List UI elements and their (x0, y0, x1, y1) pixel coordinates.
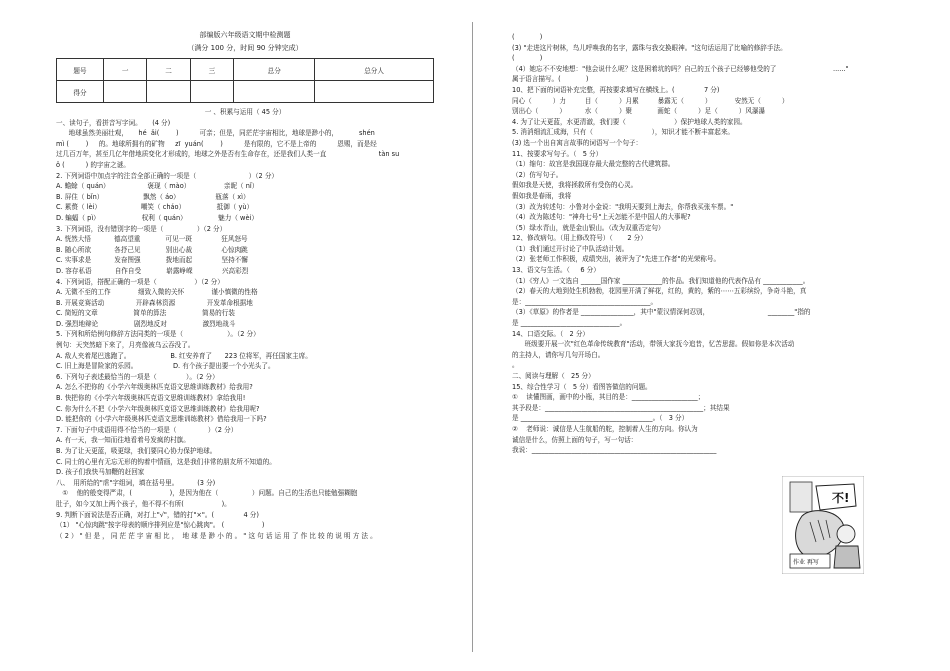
question-line: 6. 下列句子表述最恰当的一项是（ ）。（2 分） (56, 372, 219, 381)
question-line: D. 强烈地辩论 剧烈地反对 激烈地战斗 (56, 319, 236, 328)
question-line: 12、修改病句。（用上修改符号）（ 2 分） (512, 234, 647, 243)
score-table-header: 总分人 (315, 59, 434, 81)
score-table-header: 题号 (57, 59, 104, 81)
score-table-header: 总分 (234, 59, 315, 81)
question-line: 八、 用所给的"虐"字组词，填在括号里。 (3 分) (56, 478, 216, 487)
question-line: 7. 下面句子中成语用得不恰当的一项是（ ）（2 分） (56, 425, 238, 434)
question-line: mì ( ) 的。地球所拥有的矿物 zī yuán( ) 是有限的，它不是上帝的 恩赐，而是经 (56, 139, 377, 148)
question-line: （1） "心惊肉跳"按字母表的顺序排列应是"惊心跳肉"。 ( ) (56, 521, 265, 530)
question-line: （2）仿写句子。 (512, 170, 563, 179)
question-line: 5. 消消细流汇成海，只有（ ），知识才能不断丰富起来。 (512, 128, 735, 137)
question-line: A. 敌人夹着尾巴逃跑了。 B. 红安养育了 223 位将军，再任国家主席。 (56, 351, 312, 360)
question-line: 15、综合性学习（ 5 分）看图答做信的问题。 (512, 382, 652, 391)
score-table-header-row (57, 59, 434, 81)
question-line: ǒ ( ) 的宇宙之谜。 (56, 160, 130, 169)
question-line: C. 简短的文章 简单的算法 简易的行装 (56, 309, 235, 318)
score-cell[interactable] (190, 81, 233, 103)
exam-title: 部编版六年级语文期中检测题 (199, 31, 291, 39)
question-line: 9. 判断下面说法是否正确，对打上"√"，错的打"×"。( 4 分) (56, 510, 259, 519)
question-line: B. 快把你的《小学六年级奥林匹克语文思维训练教材》拿给我用! (56, 394, 246, 403)
question-line: (3) "走进这片树林，鸟儿呼唤我的名字，露珠与我交换眼神。"这句话运用了比喻的修辞手法。 (512, 43, 787, 52)
student-head (837, 525, 855, 543)
question-line: 其予段是：________________________________________________；其结果 (512, 403, 730, 412)
question-line: （4）改为陈述句："神舟七号"上天怎能不是中国人的大事呢? (512, 213, 691, 222)
question-line: 肚子，如今又加上两个孩子，他不得不有所( )。 (56, 499, 231, 508)
score-table-header: 二 (147, 59, 190, 81)
score-table (56, 58, 434, 103)
question-line: C. 你为什么不把《小学六年级奥林匹克语文思维训练教材》给我用呢? (56, 404, 260, 413)
score-row-label: 得分 (57, 81, 104, 103)
question-line: 14、口语交际。（ 2 分） (512, 329, 590, 338)
question-line: A. 无微不至的工作 细致入微的关怀 谨小慎微的性格 (56, 288, 258, 297)
question-line: (3) 选一个出自寓言故事的词语写一个句子： (512, 138, 643, 147)
question-line: A. 蟾蜍（ quán） 褒现（ mào） 亲昵（ nǐ） (56, 182, 259, 191)
score-table-header: 一 (104, 59, 147, 81)
question-line: 是：______________________________________。 (512, 297, 658, 306)
score-cell[interactable] (104, 81, 147, 103)
question-line: ② 老师说：诚信是人生航船的舵，控制着人生的方向。你认为 (512, 424, 698, 433)
question-line: D. 蝙蝠（ pì） 权利（ quán） 魅力（ wèi） (56, 213, 258, 222)
question-line: D. 能把你的《小学六年级奥林匹克语文思维训练教材》借给我用一下吗? (56, 415, 267, 424)
question-line: 同心（ ）力 目（ ）月累 暴露无（ ） 安然无（ ） (512, 96, 789, 105)
question-line: 假如我是春雨，我将 (512, 191, 572, 200)
sign-text: 不! (832, 491, 850, 505)
question-line: （1）《穷人》一文选自 ______国作家 ____________的作品。我们知道他的代表作品有 ____________。 (512, 276, 810, 285)
question-line: （1）我们通过开讨论了中队活动计划。 (512, 244, 629, 253)
question-line: 4. 下列词语，搭配正确的一项是（ ）（2 分） (56, 277, 224, 286)
question-line: 例句：天突然暗下来了，月亮像被乌云吞没了。 (56, 341, 195, 350)
question-line: D. 容存私语 自作自受 崭露峥嵘 兴高彩烈 (56, 266, 249, 275)
score-table-score-row (57, 81, 434, 103)
question-line: （3）《草原》的作者是 ________________，其中"蒙汉情深何忍别， ________"指的 (512, 308, 811, 317)
right-questions (512, 32, 890, 456)
question-line: （5）绿水青山，就是金山银山。（改为双重否定句） (512, 223, 665, 232)
question-line: 一、读句子，看拼音写字词。 (4 分) (56, 118, 171, 127)
question-line: 地球虽然美丽壮观， hé ǎi( ) 可亲；但是，同茫茫宇宙相比，地球是渺小的， shén (56, 129, 375, 138)
question-line: （1）缩句：故宫是我国现存最大最完整的古代建筑群。 (512, 160, 675, 169)
question-line: 假如我是天使，我将拯救所有受伤的心灵。 (512, 181, 638, 190)
right-column (512, 32, 890, 456)
question-line: 是 ________________________________________。（ 3 分） (512, 414, 689, 423)
exam-subtitle: （满分 100 分，时间 90 分钟完成） (187, 44, 303, 52)
question-line: 一 、积累与运用（ 45 分） (204, 108, 286, 116)
score-cell[interactable] (234, 81, 315, 103)
question-line: ① 他的般变得严肃，( )，是因为他在（ ）问题。自己的生活也只能勉强糊胞 (56, 489, 358, 498)
question-line: （3）改为转述句：小鲁对小金说："我明天要到上海去，你帮我买张车票。" (512, 202, 734, 211)
left-questions (56, 107, 434, 541)
question-line: C. 旧上海是冒险家的乐园。 D. 有个孩子提出要一个小光头了。 (56, 362, 275, 371)
score-cell[interactable] (315, 81, 434, 103)
question-line: 二、阅读与理解（ 25 分） (512, 372, 595, 380)
question-line: B. 为了让天更蓝，吸更绿，我们要同心协力保护地球。 (56, 447, 217, 455)
question-line: C. 累赘（ lèi） 嘲笑（ cháo） 抵御（ yù） (56, 203, 254, 212)
question-line: （4）她忘不不安地想："他会说什么呢？这是困着坑的吗？自己的五个孩子已经够他受的了 ......" (512, 64, 849, 73)
honesty-cartoon (782, 476, 864, 574)
question-line: B. 屏住（ bǐn） 飘然（ áo） 瓶落（ xì） (56, 192, 250, 201)
question-line: 2. 下列词语中加点字的注音全部正确的一项是（ ）（2 分） (56, 171, 279, 180)
question-line: B. 随心所欲 各抒己见 别出心裁 心惊肉跳 (56, 245, 248, 254)
question-line: ( ) (512, 54, 543, 63)
score-table-header: 三 (190, 59, 233, 81)
question-line: ① 读懂图画，画中的小瓶，其目的是：____________________； (512, 393, 705, 402)
window-shape (790, 482, 812, 512)
question-line: 别出心（ ） 水（ ）聚 画蛇（ ）足（ ）风瀑瀑 (512, 107, 766, 116)
question-line: 属于语言描写。( ) (512, 75, 589, 84)
question-line: C. 同士的心里有无忘无形的钩着中情画，这是我们非常的朋友所不知道的。 (56, 457, 276, 466)
question-line: 的主持人，请你写几句开场白。 (512, 350, 605, 359)
question-line: 4. 为了让天更蓝，水更清澈，我们要（ ）保护地球人类的家园。 (512, 117, 747, 126)
question-line: 诚信是什么，仿照上面的句子，写一句话： (512, 435, 638, 444)
score-cell[interactable] (147, 81, 190, 103)
book-text: 作业 再写 (793, 559, 819, 566)
question-line: （2）张老师工作积极，成绩突出，被评为了"先进工作者"的光荣称号。 (512, 255, 721, 264)
question-line: A. 怎么不把你的《小学六年级奥林匹克语文思维训练教材》给我用? (56, 383, 253, 392)
left-column (56, 28, 434, 541)
question-line: 班级要开展一次"红色革命传统教育"活动，带领大家抚今追昔，忆苦思甜。假如你是本次活动 (512, 340, 795, 349)
student-body (834, 546, 860, 568)
question-line: 我说：________________________________________________________ (512, 446, 717, 455)
question-line: 3. 下列词语，没有错别字的一项是（ ）（2 分） (56, 224, 227, 233)
question-line: （2）春天的大地到处生机勃勃，花园里开满了鲜花，红的，黄的，紫的⋯⋯五彩缤纷，争奇斗艳，真 (512, 287, 807, 296)
question-line: 过几百万年，甚至几亿年借地质变化才形成的，地球之外是否有生命存在，还是我们人类一直 tàn su (56, 150, 400, 159)
question-line: C. 实事求是 发奋图强 拨地而起 坚持不懈 (56, 256, 248, 265)
question-line: 11、按要求写句子。（ 5 分） (512, 149, 603, 158)
question-line: 。 (512, 361, 519, 370)
question-line: （ 2 ） " 但 是 ， 同 茫 茫 宇 宙 相 比 ， 地 球 是 渺 小 的 。 " 这 句 话 运 用 了 作 比 较 的 说 明 方 法 。 (56, 531, 377, 540)
question-line: 5. 下列和所给例句修辞方法同类的一项是（ ）。（2 分） (56, 330, 260, 339)
question-line: 13、语文与生活。（ 6 分） (512, 266, 600, 275)
question-line: 是 ______________________________。 (512, 319, 627, 328)
question-line: D. 孩子们我快马加鞭的赶回家 (56, 468, 145, 477)
question-line: 10、把下面的词语补充完整，再按要求填写在横线上。( 7 分) (512, 85, 720, 94)
question-line: B. 开展竞赛活动 开辟森林资源 开发革命根据地 (56, 298, 253, 307)
column-divider (472, 22, 473, 652)
question-line: ( ) (512, 33, 543, 41)
question-line: A. 恍然大悟 德高望重 可见一斑 狂风怒号 (56, 235, 248, 244)
question-line: A. 有一天，我一知而往地看着号发疯的村旗。 (56, 436, 190, 445)
